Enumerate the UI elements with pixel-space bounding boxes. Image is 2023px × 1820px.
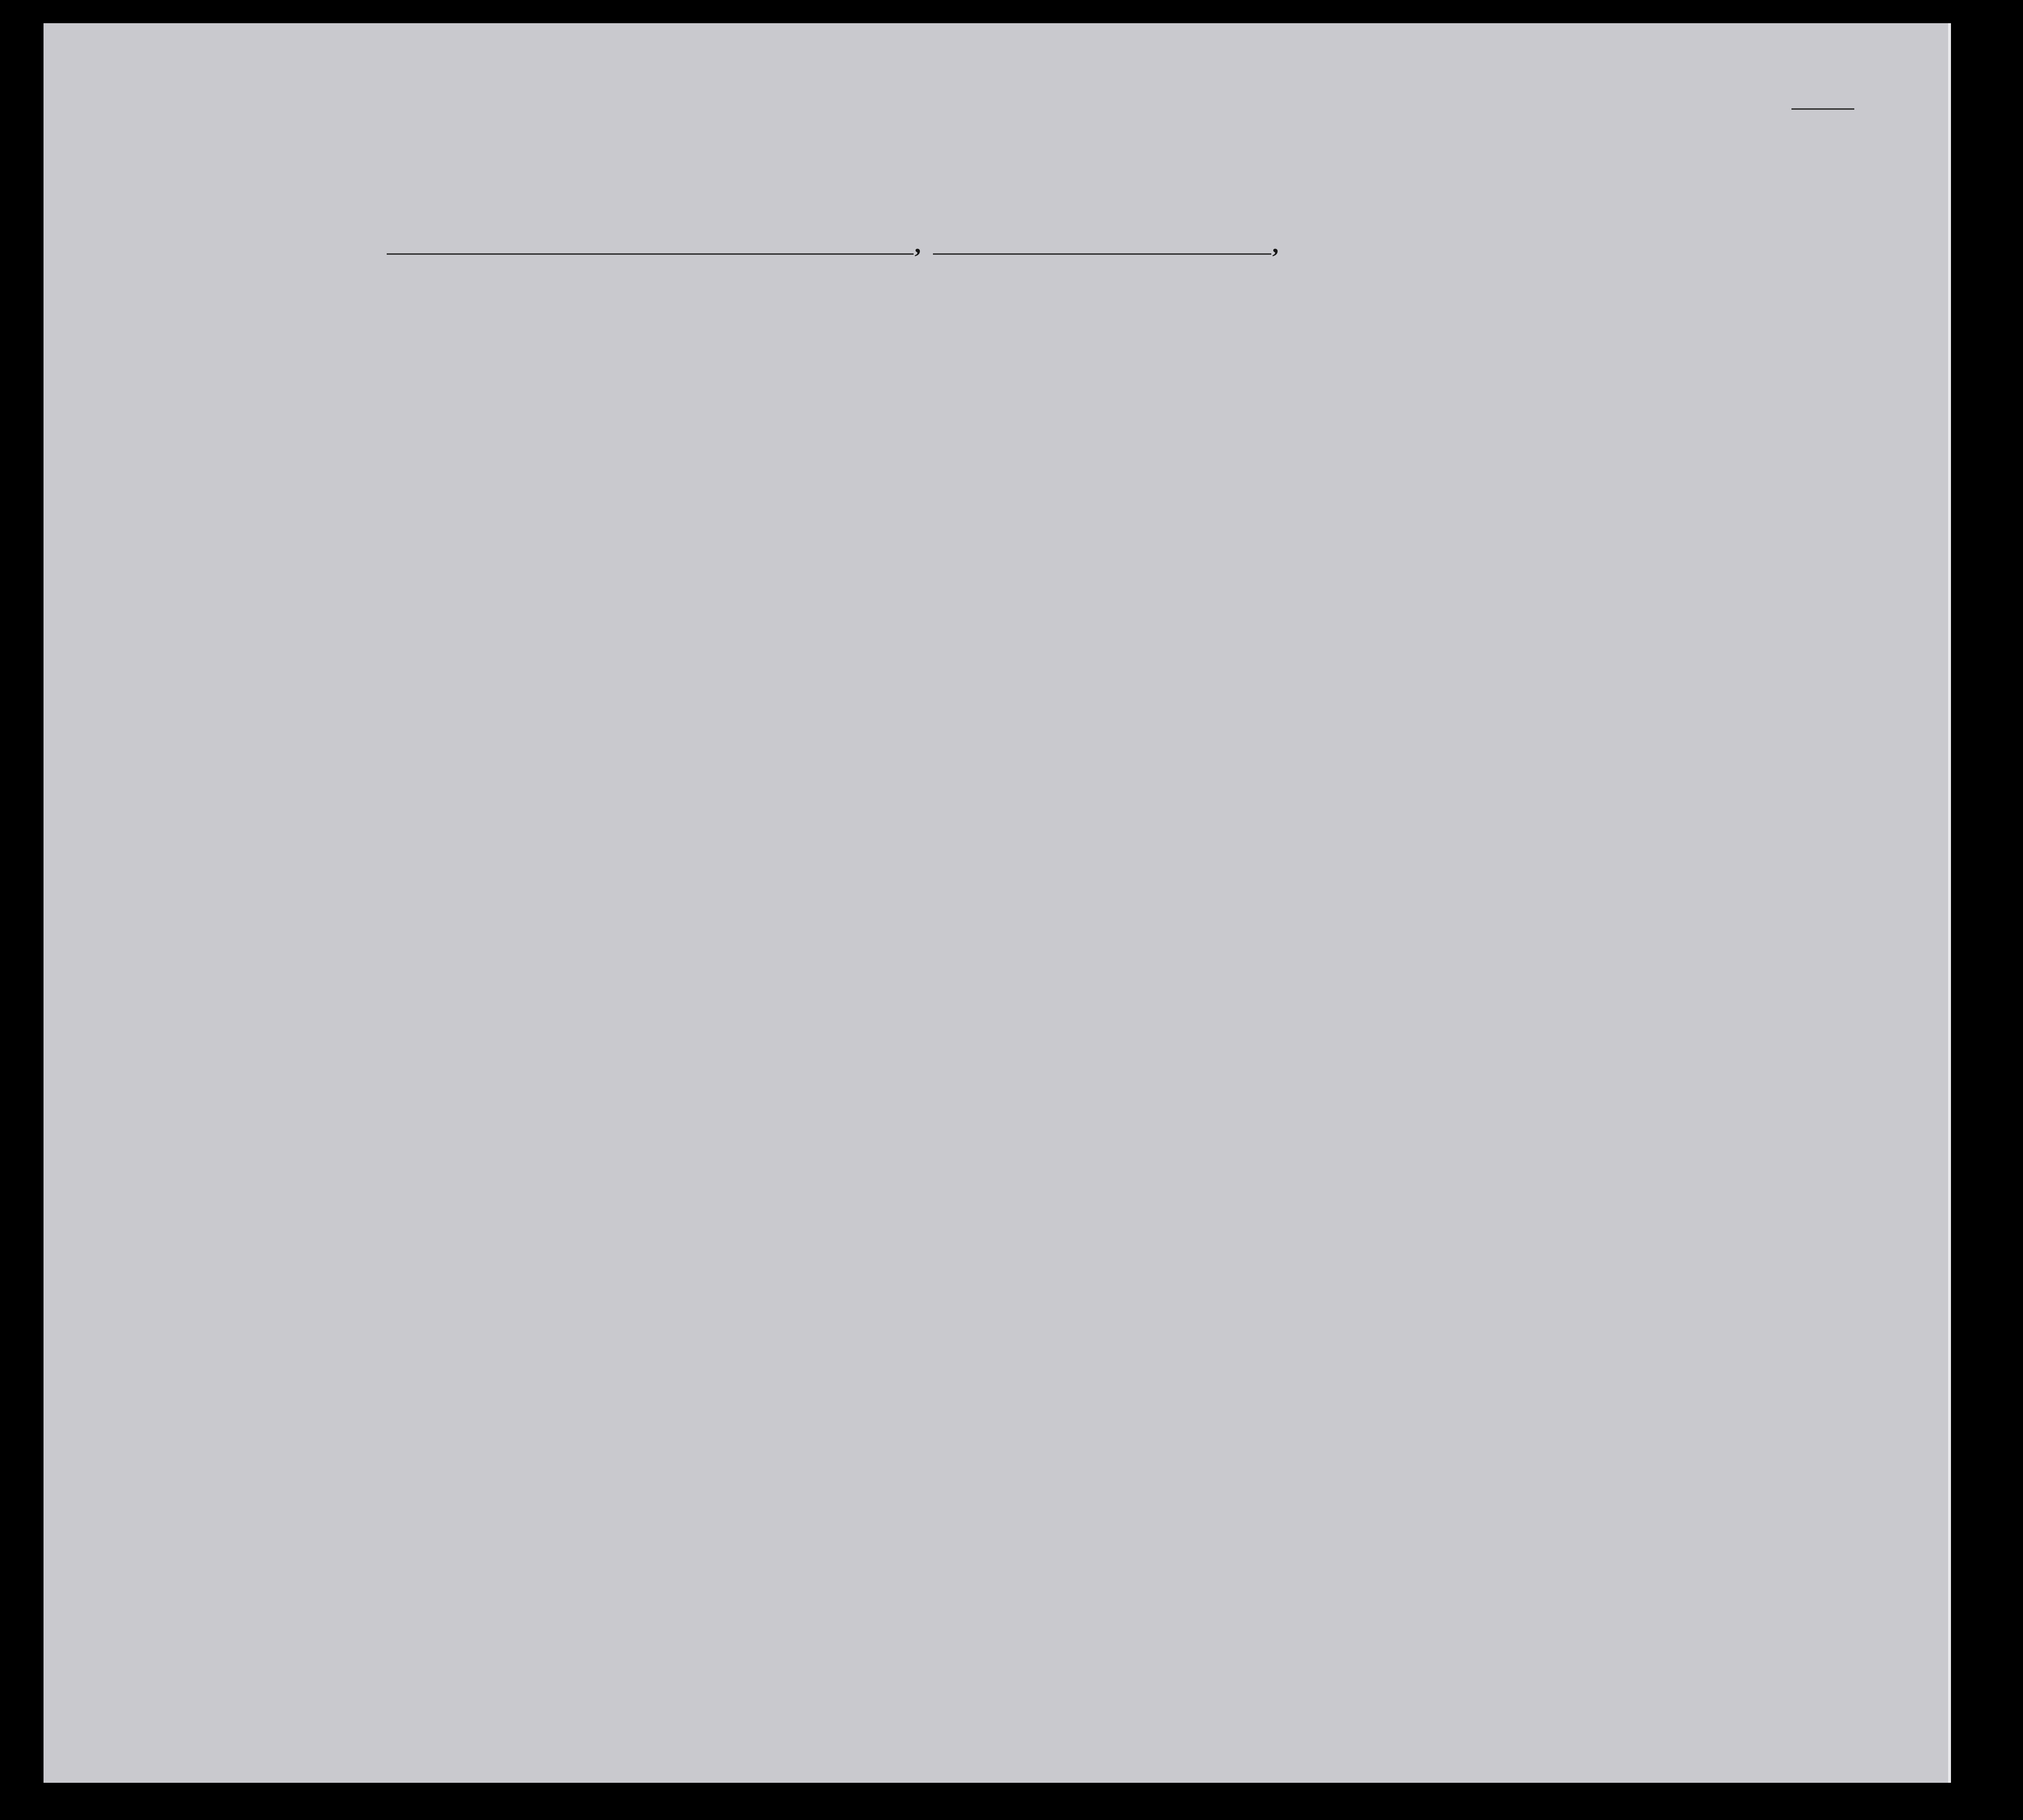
header-col28 [1456,350,1485,466]
header-col24-c [1263,346,1280,462]
header-col29 [1498,350,1527,466]
header-col24-a [1160,352,1189,468]
date-line [933,253,1271,255]
port-line [387,253,914,255]
list-number-line [1791,108,1854,110]
comma-1: , [915,231,921,258]
header-col25 [1360,350,1389,466]
header-col30 [1545,346,1562,462]
header-col24-b [1214,346,1232,462]
manifest-sheet [44,23,1951,1783]
table-grid [44,23,1948,1783]
comma-2: , [1272,231,1279,258]
